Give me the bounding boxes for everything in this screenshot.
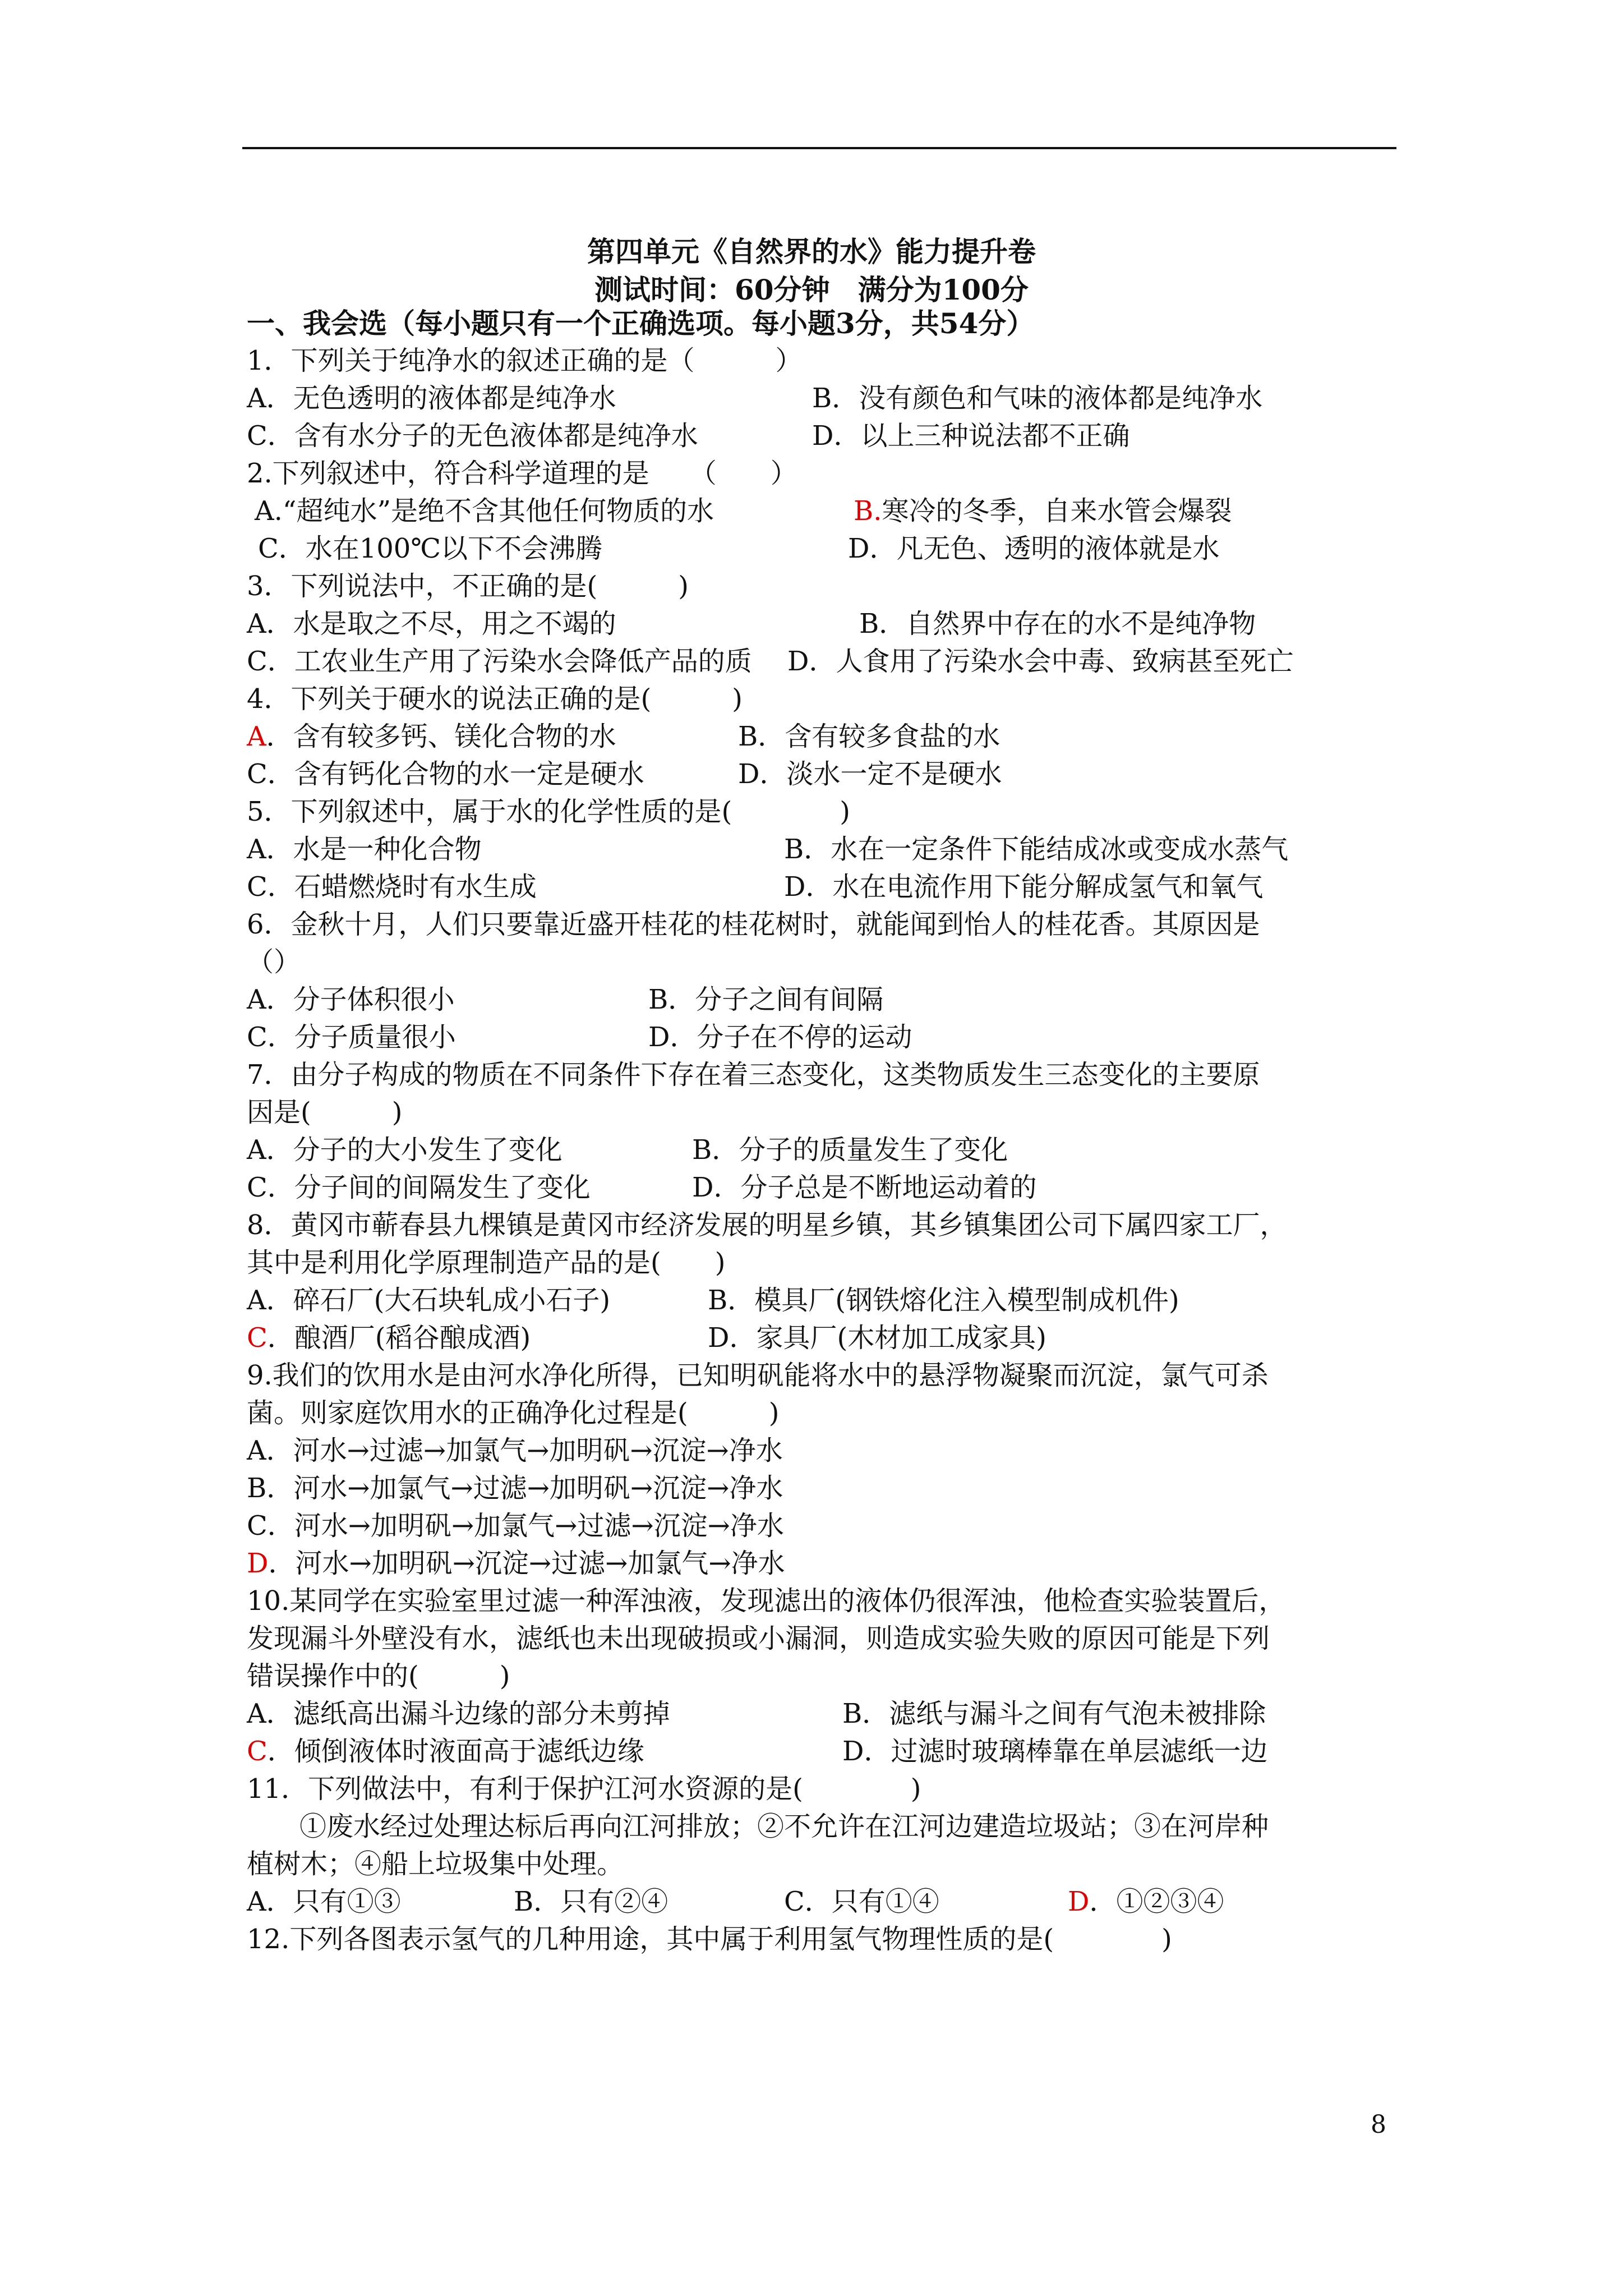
q8-option-c: C．酿酒厂(稻谷酿成酒) bbox=[247, 1322, 531, 1354]
q7-option-c: C．分子间的间隔发生了变化 bbox=[247, 1172, 591, 1203]
q1-option-d: D．以上三种说法都不正确 bbox=[812, 420, 1130, 452]
q7-option-a: A．分子的大小发生了变化 bbox=[247, 1134, 562, 1166]
answer-mark: C bbox=[247, 1322, 268, 1354]
q11-option-b: B．只有②④ bbox=[514, 1886, 668, 1917]
question-2-stem: 2.下列叙述中，符合科学道理的是 （ ） bbox=[247, 458, 797, 489]
q2-option-c: C．水在100℃以下不会沸腾 bbox=[258, 533, 603, 564]
question-6-stem: 6．金秋十月，人们只要靠近盛开桂花的桂花树时，就能闻到怡人的桂花香。其原因是 bbox=[247, 909, 1260, 940]
answer-mark: B. bbox=[854, 495, 882, 527]
q11-option-c: C．只有①④ bbox=[784, 1886, 939, 1917]
q3-option-a: A．水是取之不尽，用之不竭的 bbox=[247, 608, 616, 639]
q11-statement-line-2: 植树木；④船上垃圾集中处理。 bbox=[247, 1848, 624, 1880]
q9-option-b: B．河水→加氯气→过滤→加明矾→沉淀→净水 bbox=[247, 1473, 783, 1504]
q1-option-b: B．没有颜色和气味的液体都是纯净水 bbox=[812, 383, 1263, 414]
question-5-stem: 5．下列叙述中，属于水的化学性质的是( ) bbox=[247, 796, 850, 827]
header-rule bbox=[242, 147, 1396, 149]
q3-option-b: B．自然界中存在的水不是纯净物 bbox=[859, 608, 1256, 639]
q10-option-c: C．倾倒液体时液面高于滤纸边缘 bbox=[247, 1736, 644, 1767]
q8-option-a: A．碎石厂(大石块轧成小石子) bbox=[247, 1285, 611, 1316]
q8-option-d: D．家具厂(木材加工成家具) bbox=[708, 1322, 1046, 1354]
q11-option-a: A．只有①③ bbox=[247, 1886, 401, 1917]
q1-option-a: A．无色透明的液体都是纯净水 bbox=[247, 383, 616, 414]
q10-option-d: D．过滤时玻璃棒靠在单层滤纸一边 bbox=[842, 1736, 1268, 1767]
q4-option-d: D．淡水一定不是硬水 bbox=[738, 758, 1002, 790]
q4-option-a: A．含有较多钙、镁化合物的水 bbox=[247, 721, 616, 752]
q5-option-b: B．水在一定条件下能结成冰或变成水蒸气 bbox=[784, 834, 1289, 865]
question-10-stem: 10.某同学在实验室里过滤一种浑浊液，发现滤出的液体仍很浑浊，他检查实验装置后， bbox=[247, 1585, 1286, 1617]
page-subtitle: 测试时间：60分钟 满分为100分 bbox=[594, 273, 1029, 306]
q4-option-b: B．含有较多食盐的水 bbox=[738, 721, 1000, 752]
question-11-stem: 11．下列做法中，有利于保护江河水资源的是( ) bbox=[247, 1773, 921, 1805]
q2-option-d: D．凡无色、透明的液体就是水 bbox=[848, 533, 1220, 564]
q9-option-a: A．河水→过滤→加氯气→加明矾→沉淀→净水 bbox=[247, 1435, 783, 1466]
q6-option-a: A．分子体积很小 bbox=[247, 984, 455, 1015]
q10-option-b: B．滤纸与漏斗之间有气泡未被排除 bbox=[842, 1698, 1266, 1729]
q10-option-a: A．滤纸高出漏斗边缘的部分未剪掉 bbox=[247, 1698, 670, 1729]
q5-option-a: A．水是一种化合物 bbox=[247, 834, 482, 865]
question-7-stem-cont: 因是( ) bbox=[247, 1097, 403, 1128]
answer-mark: D bbox=[247, 1548, 269, 1579]
answer-mark: A bbox=[247, 721, 266, 752]
page-title: 第四单元《自然界的水》能力提升卷 bbox=[587, 235, 1036, 268]
question-3-stem: 3．下列说法中，不正确的是( ) bbox=[247, 570, 689, 602]
section-heading: 一、我会选（每小题只有一个正确选项。每小题3分，共54分） bbox=[247, 307, 1035, 340]
question-10-stem-cont-2: 错误操作中的( ) bbox=[247, 1660, 510, 1692]
q11-statement-line-1: ①废水经过处理达标后再向江河排放；②不允许在江河边建造垃圾站；③在河岸种 bbox=[273, 1811, 1269, 1842]
question-10-stem-cont-1: 发现漏斗外壁没有水，滤纸也未出现破损或小漏洞，则造成实验失败的原因可能是下列 bbox=[247, 1623, 1270, 1654]
answer-mark: C bbox=[247, 1736, 268, 1767]
q3-option-c: C．工农业生产用了污染水会降低产品的质 bbox=[247, 646, 752, 677]
q7-option-b: B．分子的质量发生了变化 bbox=[692, 1134, 1008, 1166]
q5-option-d: D．水在电流作用下能分解成氢气和氧气 bbox=[784, 871, 1264, 903]
q6-option-d: D．分子在不停的运动 bbox=[648, 1022, 912, 1053]
question-6-stem-cont: （） bbox=[247, 946, 301, 978]
q3-option-d: D．人食用了污染水会中毒、致病甚至死亡 bbox=[787, 646, 1294, 677]
q2-option-b: B.寒冷的冬季，自来水管会爆裂 bbox=[854, 495, 1232, 527]
question-12-stem: 12.下列各图表示氢气的几种用途，其中属于利用氢气物理性质的是( ) bbox=[247, 1924, 1172, 1955]
page-number: 8 bbox=[1371, 2110, 1386, 2139]
q7-option-d: D．分子总是不断地运动着的 bbox=[692, 1172, 1037, 1203]
q1-option-c: C．含有水分子的无色液体都是纯净水 bbox=[247, 420, 698, 452]
question-1-stem: 1．下列关于纯净水的叙述正确的是（ ） bbox=[247, 345, 803, 376]
q9-option-d: D．河水→加明矾→沉淀→过滤→加氯气→净水 bbox=[247, 1548, 785, 1579]
question-8-stem: 8．黄冈市蕲春县九棵镇是黄冈市经济发展的明星乡镇，其乡镇集团公司下属四家工厂， bbox=[247, 1209, 1287, 1241]
question-8-stem-cont: 其中是利用化学原理制造产品的是( ) bbox=[247, 1247, 726, 1278]
question-4-stem: 4．下列关于硬水的说法正确的是( ) bbox=[247, 683, 743, 715]
q8-option-b: B．模具厂(钢铁熔化注入模型制成机件) bbox=[708, 1285, 1179, 1316]
answer-mark: D bbox=[1068, 1886, 1090, 1917]
q11-option-d: D．①②③④ bbox=[1068, 1886, 1224, 1917]
question-9-stem: 9.我们的饮用水是由河水净化所得，已知明矾能将水中的悬浮物凝聚而沉淀，氯气可杀 bbox=[247, 1360, 1269, 1391]
q6-option-c: C．分子质量很小 bbox=[247, 1022, 456, 1053]
question-7-stem: 7．由分子构成的物质在不同条件下存在着三态变化，这类物质发生三态变化的主要原 bbox=[247, 1059, 1260, 1091]
q5-option-c: C．石蜡燃烧时有水生成 bbox=[247, 871, 537, 903]
q4-option-c: C．含有钙化合物的水一定是硬水 bbox=[247, 758, 644, 790]
q2-option-a: A.“超纯水”是绝不含其他任何物质的水 bbox=[255, 495, 714, 527]
question-9-stem-cont: 菌。则家庭饮用水的正确净化过程是( ) bbox=[247, 1397, 780, 1429]
q6-option-b: B．分子之间有间隔 bbox=[648, 984, 884, 1015]
q9-option-c: C．河水→加明矾→加氯气→过滤→沉淀→净水 bbox=[247, 1510, 784, 1542]
